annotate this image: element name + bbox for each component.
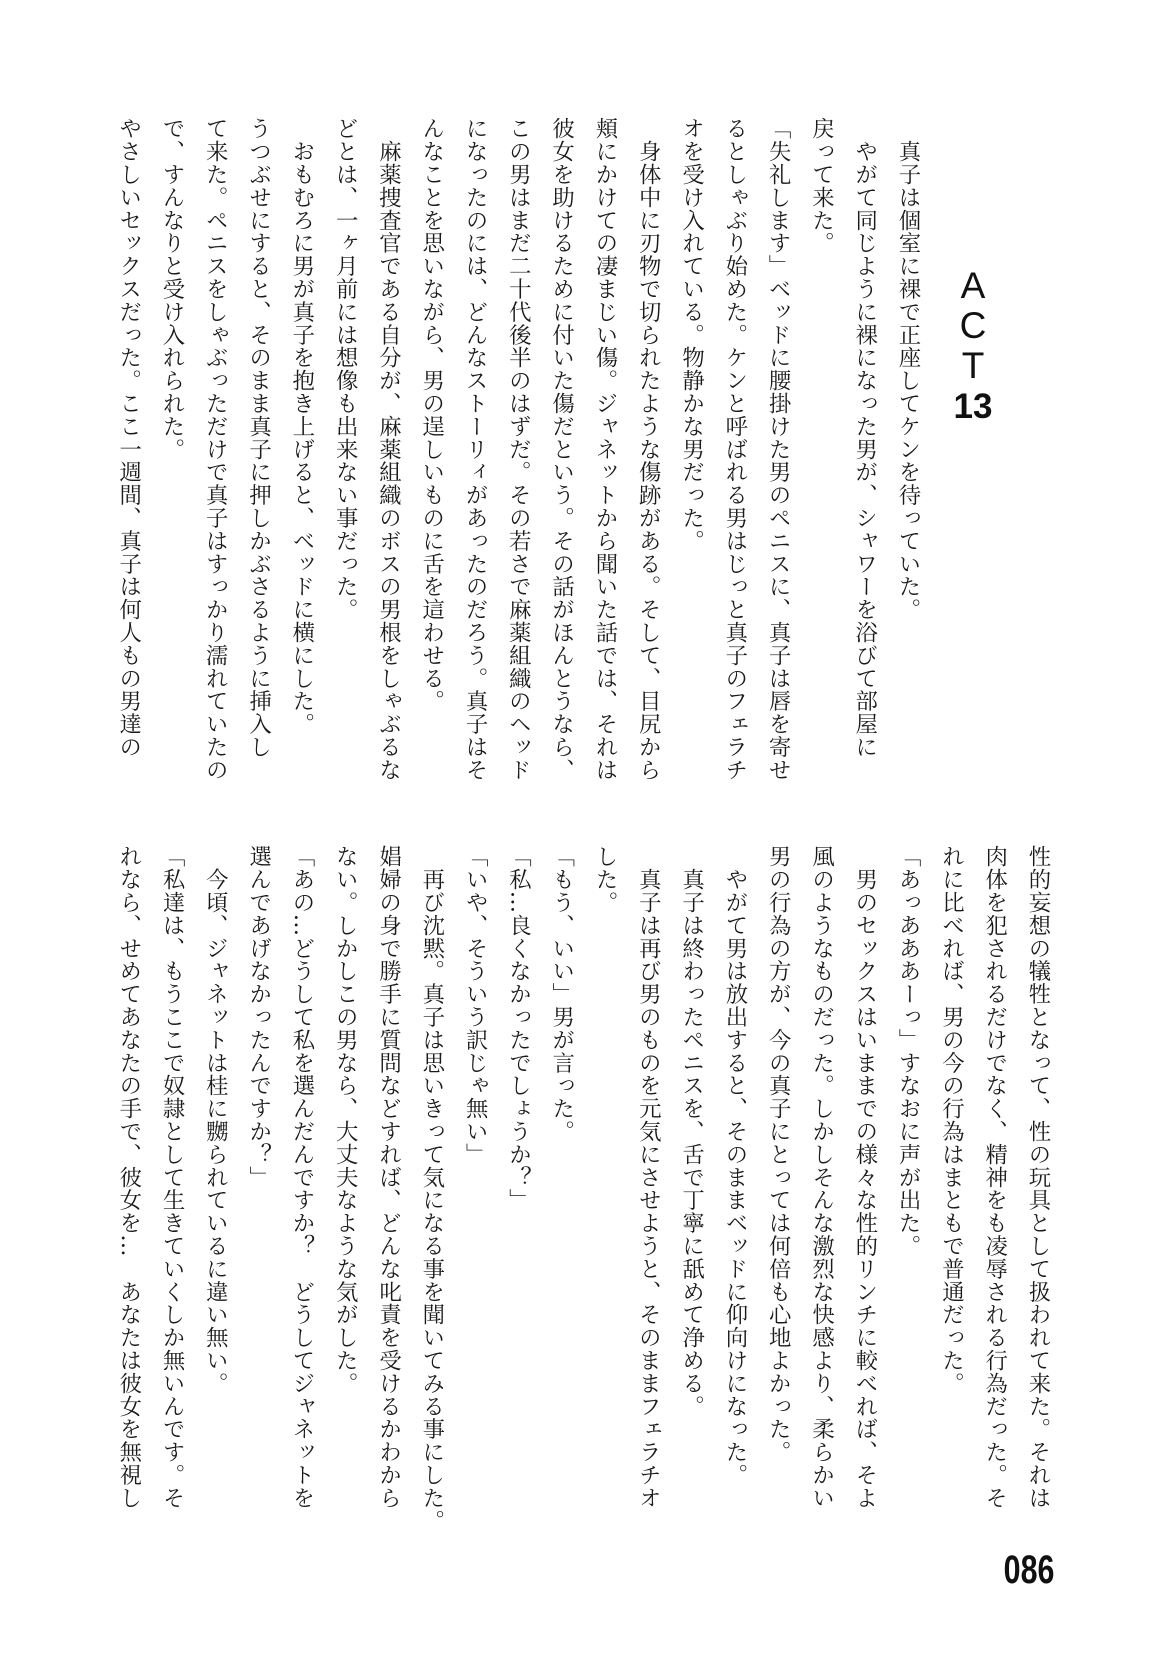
text-line: 再び沈黙。真子は思いきって気になる事を聞いてみる事にした。 bbox=[418, 845, 445, 1532]
text-line: 娼婦の身で勝手に質問などすれば、どんな叱責を受けるかわから bbox=[375, 845, 402, 1510]
text-line: 風のようなものだった。しかしそんな激烈な快感より、柔らかい bbox=[808, 845, 835, 1510]
text-line: 「あの…どうして私を選んだんですか？ どうしてジャネットを bbox=[288, 845, 315, 1510]
upper-text-block bbox=[106, 117, 929, 807]
chapter-title-letter: A bbox=[960, 265, 986, 306]
text-line: 今頃、ジャネットは桂に嬲られているに違い無い。 bbox=[202, 845, 229, 1395]
text-line: この男はまだ二十代後半のはずだ。その若さで麻薬組織のヘッド bbox=[505, 117, 532, 782]
text-line: 「あっあああーっ」すなおに声が出た。 bbox=[895, 845, 922, 1258]
text-line: 戻って来た。 bbox=[808, 117, 835, 255]
chapter-number: 13 bbox=[953, 387, 993, 426]
text-line: 真子は再び男のものを元気にさせようと、そのままフェラチオ bbox=[635, 845, 662, 1510]
text-line: やがて男は放出すると、そのままベッドに仰向けになった。 bbox=[721, 845, 748, 1487]
text-line: 男の行為の方が、今の真子にとっては何倍も心地よかった。 bbox=[765, 845, 792, 1464]
text-line: れなら、せめてあなたの手で、彼女を… あなたは彼女を無視し bbox=[115, 845, 142, 1510]
text-line: やがて同じように裸になった男が、シャワーを浴びて部屋に bbox=[851, 117, 878, 759]
text-line: んなことを思いながら、男の逞しいものに舌を這わせる。 bbox=[418, 117, 445, 713]
text-line: うつぶせにすると、そのまま真子に押しかぶさるように挿入し bbox=[245, 117, 272, 759]
text-line: になったのには、どんなストーリィがあったのだろう。真子はそ bbox=[462, 117, 489, 782]
lower-text-block bbox=[106, 845, 1059, 1545]
text-line: 頬にかけての凄まじい傷。ジャネットから聞いた話では、それは bbox=[591, 117, 618, 782]
text-line: るとしゃぶり始めた。ケンと呼ばれる男はじっと真子のフェラチ bbox=[721, 117, 748, 782]
page-number: 086 bbox=[1003, 1548, 1055, 1592]
text-line: オを受け入れている。物静かな男だった。 bbox=[678, 117, 705, 553]
text-line: 「いや、そういう訳じゃ無い」 bbox=[462, 845, 489, 1166]
text-line: 真子は個室に裸で正座してケンを待っていた。 bbox=[895, 117, 921, 621]
text-line: で、すんなりと受け入れられた。 bbox=[158, 117, 185, 461]
text-line: 彼女を助けるために付いた傷だという。その話がほんとうなら、 bbox=[548, 117, 575, 782]
text-line: 「私達は、もうここで奴隷として生きていくしか無いんです。そ bbox=[159, 845, 186, 1510]
text-line: 肉体を犯されるだけでなく、精神をも凌辱される行為だった。そ bbox=[981, 845, 1008, 1510]
text-line: て来た。ペニスをしゃぶっただけで真子はすっかり濡れていたの bbox=[202, 117, 229, 782]
text-line: おもむろに男が真子を抱き上げると、ベッドに横にした。 bbox=[288, 117, 315, 736]
text-line: れに比べれば、男の今の行為はまともで普通だった。 bbox=[938, 845, 965, 1395]
chapter-title bbox=[950, 266, 996, 428]
text-line: 「もう、いい」男が言った。 bbox=[548, 845, 575, 1143]
text-line: やさしいセックスだった。ここ一週間、真子は何人もの男達の bbox=[115, 117, 142, 759]
chapter-title-letter: C bbox=[959, 305, 987, 346]
text-line: どとは、一ヶ月前には想像も出来ない事だった。 bbox=[332, 117, 359, 621]
text-line: 身体中に刃物で切られたような傷跡がある。そして、目尻から bbox=[635, 117, 662, 782]
chapter-title-letter: T bbox=[961, 345, 985, 386]
text-line: 「私…良くなかったでしょうか？」 bbox=[505, 845, 532, 1212]
text-line: ない。しかしこの男なら、大丈夫なような気がした。 bbox=[332, 845, 359, 1395]
text-line: 男のセックスはいままでの様々な性的リンチに較べれば、そよ bbox=[851, 845, 878, 1510]
text-line: 「失礼します」ベッドに腰掛けた男のペニスに、真子は唇を寄せ bbox=[765, 117, 792, 782]
text-line: した。 bbox=[592, 845, 619, 914]
text-line: 麻薬捜査官である自分が、麻薬組織のボスの男根をしゃぶるな bbox=[375, 117, 402, 782]
text-line: 選んであげなかったんですか？」 bbox=[245, 845, 272, 1189]
text-line: 性的妄想の犠牲となって、性の玩具として扱われて来た。それは bbox=[1025, 845, 1051, 1510]
text-line: 真子は終わったペニスを、舌で丁寧に舐めて浄める。 bbox=[678, 845, 705, 1418]
